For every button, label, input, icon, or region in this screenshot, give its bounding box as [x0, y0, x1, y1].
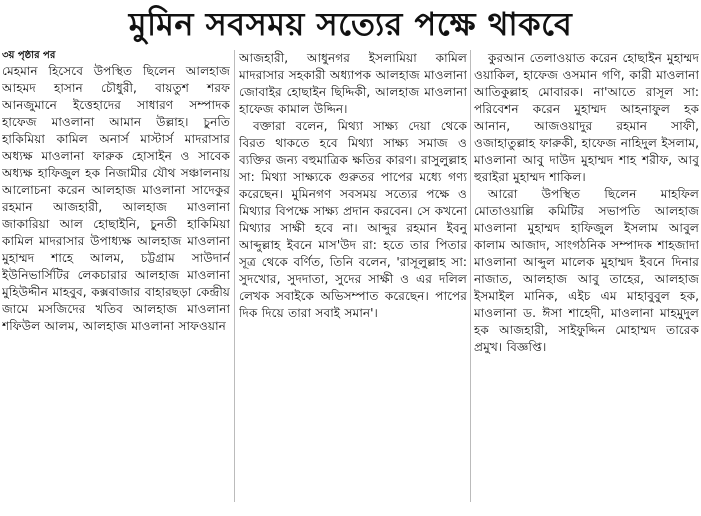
article-column-2 [239, 50, 467, 502]
continued-from-label: ৩য় পৃষ্ঠার পর [2, 50, 56, 61]
column-divider [234, 50, 235, 502]
article-paragraph: বক্তারা বলেন, মিথ্যা সাক্ষ্য দেয়া থেকে বিরত থাকতে হবে মিথ্যা সাক্ষ্য সমাজ ও ব্যক্তির জন্য বহুমাত্রিক ক্ষতির কারণ। রাসুলুল্লাহ সা: মিথ্যা সাক্ষ্যকে গুরুতর পাপের মধ্যে গণ্য করেছেন। মুমিনগণ সবসময় সত্যের পক্ষে ও মিথ্যার বিপক্ষে সাক্ষ্য প্রদান করবেন। সে কখনো মিথ্যার সাক্ষী হবে না। আব্দুর রহমান ইবনু আব্দুল্লাহ ইবনে মাস'উদ রা: হতে তার পিতার সূত্র থেকে বর্ণিত, তিনি বলেন, 'রাসূলুল্লাহ সা: সুদখোর, সুদদাতা, সুদের সাক্ষী ও এর দলিল লেখক সবাইকে অভিসম্পাত করেছেন। পাপের দিক দিয়ে তারা সবাই সমান'। [239, 119, 467, 320]
article-paragraph: কুরআন তেলাওয়াত করেন হোছাইন মুহাম্মদ ওয়াকিল, হাফেজ ওসমান গণি, কারী মাওলানা আতিকুল্লাহ মোবারক। না'আতে রাসূল সা: পরিবেশন করেন মুহাম্মদ আহনাফুল হক আনান, আজওয়াদুর রহমান সাফী, ওজাহাতুল্লাহ ফারুকী, হাফেজ নাহিদুল ইসলাম, মাওলানা আবু দাউদ মুহাম্মদ শাহ শরীফ, আবু হুরাইরা মুহাম্মদ শাকিল। [474, 51, 699, 184]
article-paragraph: আজহারী, আধুনগর ইসলামিয়া কামিল মাদরাসার সহকারী অধ্যাপক আলহাজ মাওলানা জোবাইর হোছাইন ছিদ্দিকী, আলহাজ মাওলানা হাফেজ কামাল উদ্দিন। [239, 51, 467, 116]
article-paragraph: মেহমান হিসেবে উপস্থিত ছিলেন আলহাজ আহমদ হাসান চৌধুরী, বায়তুশ শরফ আনজুমানে ইত্তেহাদের সাধারণ সম্পাদক হাফেজ মাওলানা আমান উল্লাহ। চুনতি হাকিমিয়া কামিল অনার্স মাস্টার্স মাদরাসার অধ্যক্ষ মাওলানা ফারুক হোসাইন ও সাবেক অধ্যক্ষ হাফিজুল হক নিজামীর যৌথ সঞ্চালনায় আলোচনা করেন আলহাজ মাওলানা সাদেকুর রহমান আজহারী, আলহাজ মাওলানা জাকারিয়া আল হোছাইনি, চুনতী হাকিমিয়া কামিল মাদরাসার উপাধ্যক্ষ আলহাজ মাওলানা মুহাম্মদ শাহে আলম, চট্টগ্রাম সাউদার্ন ইউনিভার্সিটির লেকচারার আলহাজ মাওলানা মুহিউদ্দীন মাহবুব, কক্সবাজার বাহারছড়া কেন্দ্রীয় জামে মসজিদের খতিব আলহাজ মাওলানা শফিউল আলম, আলহাজ মাওলানা সাফওয়ান [2, 64, 230, 333]
article-column-3 [474, 50, 699, 502]
article-column-1 [2, 50, 230, 502]
article-paragraph: আরো উপস্থিত ছিলেন মাহফিল মোতাওয়াল্লি কমিটির সভাপতি আলহাজ মাওলানা মুহাম্মদ হাফিজুল ইসলাম আবুল কালাম আজাদ, সাংগঠনিক সম্পাদক শাহজাদা মাওলানা আব্দুল মালেক মুহাম্মদ ইবনে দিনার নাজাত, আলহাজ আবু তাহের, আলহাজ ইসমাইল মানিক, এইচ এম মাহাবুবুল হক, মাওলানা ড. ঈসা শাহেদী, মাওলানা মাহমুদুল হক আজহারী, সাইফুদ্দিন মোহাম্মদ তারেক প্রমুখ। বিজ্ঞপ্তি। [474, 187, 699, 354]
article-headline: মুমিন সবসময় সত্যের পক্ষে থাকবে [128, 5, 573, 43]
column-divider [470, 50, 471, 502]
